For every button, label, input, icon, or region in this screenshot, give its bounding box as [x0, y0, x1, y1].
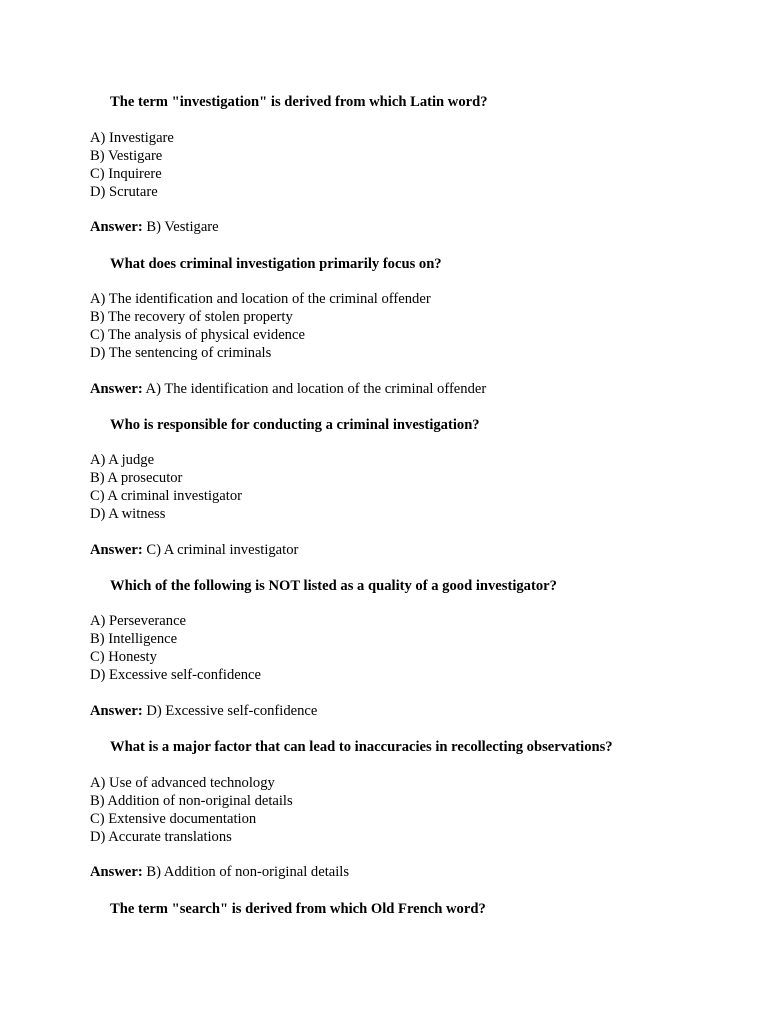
- option-1c: C) Inquirere: [90, 166, 162, 182]
- answer-text: D) Excessive self-confidence: [146, 703, 318, 719]
- option-2c: C) The analysis of physical evidence: [90, 327, 305, 343]
- options-1: [90, 129, 730, 201]
- answer-text: B) Addition of non-original details: [146, 864, 350, 880]
- answer-5: [90, 863, 349, 881]
- answer-label: Answer:: [90, 703, 143, 719]
- question-3: Who is responsible for conducting a criminal investigation?: [110, 417, 480, 433]
- answer-text: B) Vestigare: [146, 219, 219, 235]
- option-2b: B) The recovery of stolen property: [90, 309, 293, 325]
- options-2: [90, 290, 730, 362]
- options-4: [90, 612, 730, 684]
- option-5c: C) Extensive documentation: [90, 811, 257, 827]
- answer-label: Answer:: [90, 219, 143, 235]
- option-5d: D) Accurate translations: [90, 829, 232, 845]
- answer-label: Answer:: [90, 864, 143, 880]
- answer-text: A) The identification and location of the criminal offender: [145, 381, 487, 397]
- question-1: The term "investigation" is derived from which Latin word?: [110, 94, 488, 110]
- option-4a: A) Perseverance: [90, 613, 187, 629]
- option-3d: D) A witness: [90, 506, 166, 522]
- options-5: [90, 774, 730, 846]
- options-3: [90, 451, 730, 523]
- option-4b: B) Intelligence: [90, 631, 178, 647]
- answer-2: [90, 380, 486, 398]
- option-5a: A) Use of advanced technology: [90, 775, 275, 791]
- option-1b: B) Vestigare: [90, 148, 163, 164]
- option-4d: D) Excessive self-confidence: [90, 667, 261, 683]
- question-5: What is a major factor that can lead to inaccuracies in recollecting observations?: [110, 739, 613, 755]
- option-3c: C) A criminal investigator: [90, 488, 242, 504]
- answer-4: [90, 702, 317, 720]
- option-1d: D) Scrutare: [90, 184, 158, 200]
- option-3a: A) A judge: [90, 452, 155, 468]
- option-4c: C) Honesty: [90, 649, 157, 665]
- answer-label: Answer:: [90, 381, 143, 397]
- option-2d: D) The sentencing of criminals: [90, 345, 272, 361]
- question-2: What does criminal investigation primarily focus on?: [110, 256, 442, 272]
- answer-1: [90, 218, 219, 236]
- answer-text: C) A criminal investigator: [146, 542, 299, 558]
- question-4: Which of the following is NOT listed as a quality of a good investigator?: [110, 578, 557, 594]
- option-5b: B) Addition of non-original details: [90, 793, 293, 809]
- question-6: The term "search" is derived from which Old French word?: [110, 901, 486, 917]
- option-2a: A) The identification and location of the criminal offender: [90, 291, 431, 307]
- option-3b: B) A prosecutor: [90, 470, 183, 486]
- answer-3: [90, 541, 298, 559]
- answer-label: Answer:: [90, 542, 143, 558]
- option-1a: A) Investigare: [90, 130, 174, 146]
